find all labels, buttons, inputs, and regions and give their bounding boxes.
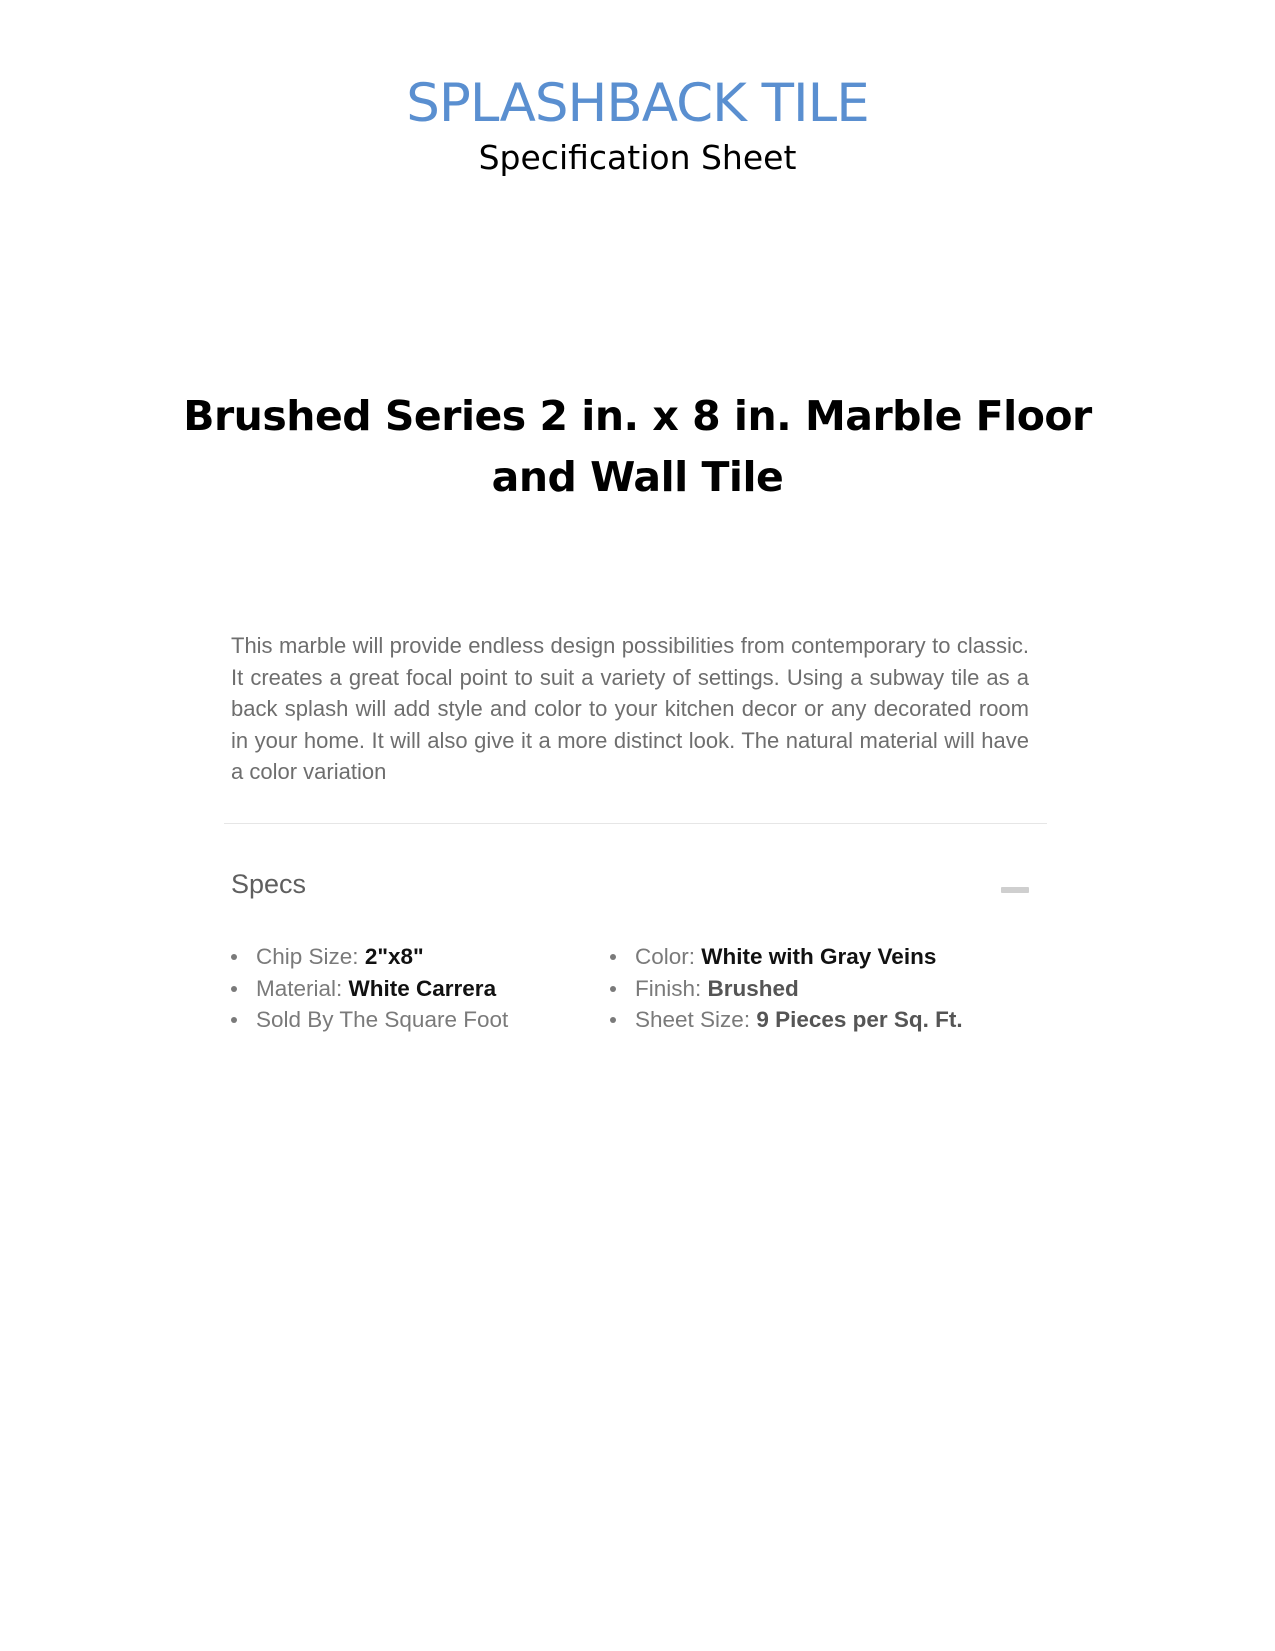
bullet-icon bbox=[610, 1017, 616, 1023]
spec-label: Finish: bbox=[635, 975, 708, 1001]
brand-title: SPLASHBACK TILE bbox=[406, 73, 869, 134]
spec-item-color bbox=[609, 941, 963, 973]
document-subtitle: Specification Sheet bbox=[478, 138, 797, 177]
bullet-icon bbox=[231, 1017, 237, 1023]
section-divider bbox=[224, 823, 1047, 824]
spec-value: 2"x8" bbox=[364, 944, 424, 969]
product-title: Brushed Series 2 in. x 8 in. Marble Floor and Wall Tile bbox=[183, 392, 1092, 501]
spec-list-right bbox=[609, 941, 963, 1036]
minus-icon[interactable] bbox=[1001, 887, 1029, 893]
spec-label: Sheet Size: bbox=[635, 1007, 757, 1032]
specs-header[interactable] bbox=[231, 866, 1029, 906]
bullet-icon bbox=[231, 986, 237, 992]
spec-item-finish bbox=[609, 973, 963, 1005]
spec-label: Material: bbox=[256, 975, 349, 1001]
spec-label: Chip Size: bbox=[256, 944, 365, 969]
spec-value: 9 Pieces per Sq. Ft. bbox=[756, 1007, 963, 1032]
bullet-icon bbox=[610, 986, 616, 992]
specs-title: Specs bbox=[231, 869, 307, 899]
bullet-icon bbox=[231, 954, 237, 960]
product-description: This marble will provide endless design possibilities from contemporary to classic. It creates a great focal point to suit a variety of settings. Using a subway tile as a back splash will add style and color to your kitchen decor or any decorated room in your home. It will also give it a more distinct look. The natural material will have a color variation bbox=[231, 633, 1029, 784]
spec-list-left bbox=[230, 941, 508, 1036]
spec-value: Brushed bbox=[707, 975, 799, 1001]
spec-value: White with Gray Veins bbox=[701, 944, 937, 969]
bullet-icon bbox=[610, 954, 616, 960]
spec-value: White Carrera bbox=[348, 975, 497, 1001]
spec-item-sheet-size bbox=[609, 1004, 963, 1036]
spec-item-chip-size bbox=[230, 941, 508, 973]
spec-item-sold-by bbox=[230, 1004, 508, 1036]
spec-label: Color: bbox=[635, 944, 702, 969]
spec-item-material bbox=[230, 973, 508, 1005]
spec-label: Sold By The Square Foot bbox=[256, 1007, 509, 1032]
